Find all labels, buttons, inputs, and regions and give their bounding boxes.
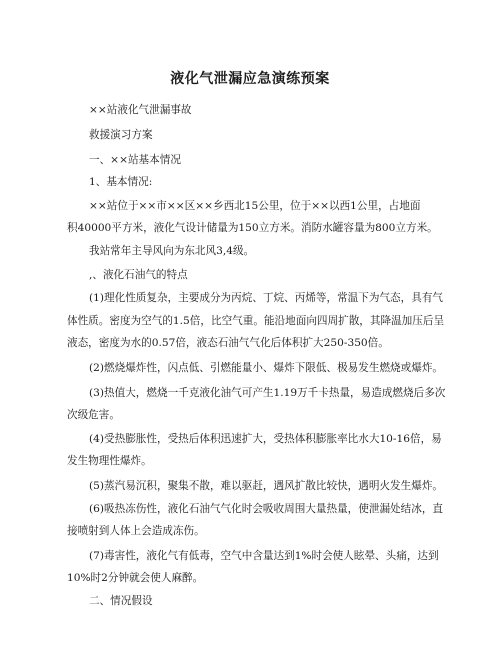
paragraph-line: ××站位于××市××区××乡西北15公里，位于××以西1公里，占地面: [89, 200, 421, 212]
paragraph-line: 救援演习方案: [89, 129, 153, 141]
paragraph-line: ××站液化气泄漏事故: [89, 104, 192, 116]
subsection-heading: 1、基本情况:: [89, 176, 153, 188]
paragraph-line: (7)毒害性，液化气有低毒，空气中含量达到1%时会使人眩晕、头痛，达到: [89, 550, 439, 562]
paragraph-line: 液态，密度为水的0.57倍，液态石油气气化后体积扩大250-350倍。: [67, 337, 389, 349]
paragraph-line: (5)蒸汽易沉积，聚集不散，难以驱赶，遇风扩散比较快，遇明火发生爆炸。: [89, 480, 444, 492]
paragraph-line: 积40000平方米，液化气设计储量为150立方米。消防水罐容量为800立方米。: [67, 222, 438, 234]
document-title: 液化气泄漏应急演练预案: [170, 71, 330, 87]
paragraph-line: (3)热值大，燃烧一千克液化油气可产生1.19万千卡热量，易造成燃烧后多次: [89, 387, 446, 399]
paragraph-line: (4)受热膨胀性，受热后体积迅速扩大，受热体积膨胀率比水大10-16倍，易: [89, 433, 442, 445]
subsection-heading: ,、液化石油气的特点: [89, 269, 188, 281]
paragraph-line: 接喷射到人体上会造成冻伤。: [67, 525, 205, 537]
section-heading: 二、情况假设: [89, 595, 153, 607]
section-heading: 一、××站基本情况: [89, 154, 181, 166]
paragraph-line: 次级危害。: [67, 409, 120, 421]
paragraph-line: (6)吸热冻伤性，液化石油气气化时会吸收周围大量热量，使泄漏处结冰，直: [89, 503, 444, 515]
paragraph-line: 发生物理性爆炸。: [67, 455, 152, 467]
paragraph-line: 我站常年主导风向为东北风3,4级。: [89, 245, 255, 257]
paragraph-line: 体性质。密度为空气的1.5倍，比空气重。能沿地面向四周扩散，其降温加压后呈: [67, 315, 445, 327]
paragraph-line: (2)燃烧爆炸性，闪点低、引燃能量小、爆炸下限低、极易发生燃烧或爆炸。: [89, 362, 444, 374]
paragraph-line: 10%时2分钟就会使人麻醉。: [67, 572, 204, 584]
paragraph-line: (1)理化性质复杂，主要成分为丙烷、丁烷、丙烯等，常温下为气态，具有气: [89, 292, 444, 304]
